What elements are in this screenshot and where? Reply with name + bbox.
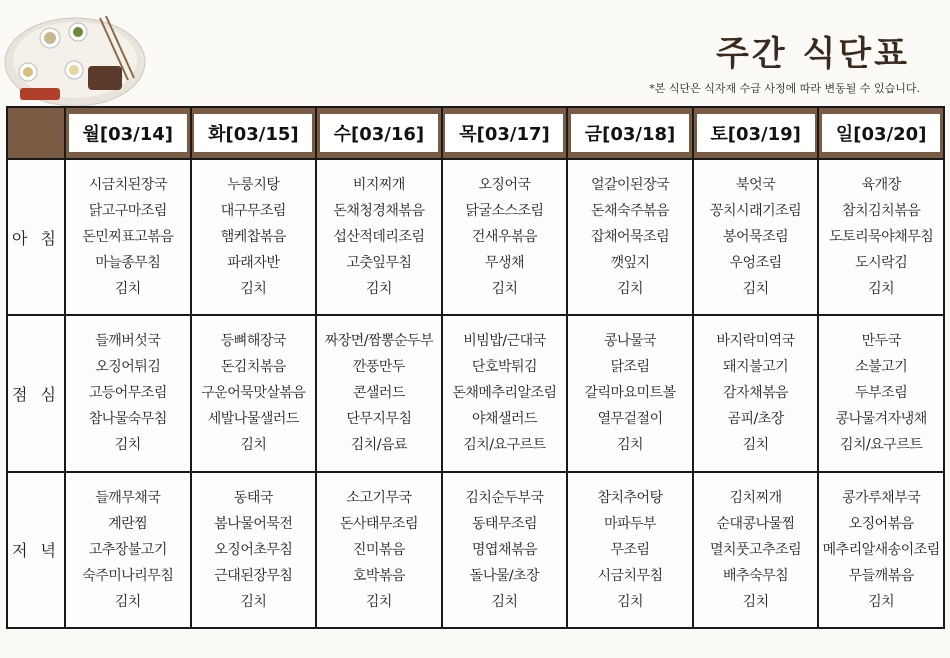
menu-item: 김치	[365, 281, 392, 298]
food-plate-decoration	[0, 0, 160, 110]
menu-item: 깐풍만두	[352, 359, 405, 376]
day-header	[65, 107, 191, 159]
menu-item: 우엉조림	[729, 255, 782, 272]
menu-cell	[442, 472, 568, 628]
menu-item: 콩나물겨자냉채	[835, 411, 927, 428]
menu-item: 동태국	[233, 489, 273, 506]
day-label: 일[03/20]	[822, 114, 940, 152]
menu-item: 콘샐러드	[352, 385, 405, 402]
menu-item: 햄케찹볶음	[220, 229, 286, 246]
menu-item: 시금치무침	[597, 567, 663, 584]
menu-cell	[567, 159, 693, 315]
menu-item: 돈채숙주볶음	[590, 203, 670, 220]
menu-item: 닭고구마조림	[88, 203, 167, 220]
menu-item: 닭조림	[610, 359, 650, 376]
menu-item: 돈민찌표고볶음	[82, 229, 174, 246]
corner-cell	[7, 107, 65, 159]
menu-item: 고추장불고기	[88, 541, 167, 558]
menu-item: 김치	[868, 281, 895, 298]
weekly-menu-table	[6, 106, 945, 629]
menu-item: 곰피/초장	[727, 411, 784, 428]
menu-item: 닭굴소스조림	[465, 203, 544, 220]
menu-item: 김치	[114, 281, 141, 298]
menu-item: 소고기무국	[346, 489, 412, 506]
menu-cell	[316, 159, 442, 315]
menu-item: 김치/요구르트	[463, 437, 546, 454]
day-header	[693, 107, 819, 159]
menu-item: 김치	[240, 281, 267, 298]
menu-item: 무조림	[610, 541, 650, 558]
menu-item: 꽁치시래기조림	[710, 203, 802, 220]
menu-item: 파래자반	[227, 255, 280, 272]
menu-item: 돈사태무조림	[339, 515, 418, 532]
menu-item: 건새우볶음	[471, 229, 538, 246]
menu-cell	[442, 315, 568, 471]
menu-item: 참치김치볶음	[842, 203, 921, 220]
menu-item: 동태무조림	[471, 515, 538, 532]
menu-item: 명엽채볶음	[471, 541, 538, 558]
menu-item: 두부조림	[855, 385, 908, 402]
menu-item: 갈릭마요미트볼	[584, 385, 676, 402]
menu-item: 근대된장무침	[214, 567, 293, 584]
day-header	[818, 107, 944, 159]
menu-item: 육개장	[861, 177, 901, 194]
menu-item: 비빔밥/근대국	[463, 333, 546, 350]
menu-item: 돈채청경채볶음	[333, 203, 425, 220]
menu-item: 김치	[491, 281, 518, 298]
menu-item: 고등어무조림	[88, 385, 167, 402]
menu-item: 짜장면/짬뽕순두부	[324, 333, 434, 350]
menu-item: 구운어묵맛살볶음	[201, 385, 306, 402]
menu-item: 깻잎지	[610, 255, 650, 272]
menu-cell	[191, 159, 317, 315]
menu-item: 김치순두부국	[465, 489, 544, 506]
menu-item: 호박볶음	[352, 567, 405, 584]
menu-item: 김치	[742, 593, 769, 610]
menu-item: 도토리묵야채무침	[829, 229, 934, 246]
menu-cell	[567, 315, 693, 471]
menu-item: 오징어초무침	[214, 541, 293, 558]
meal-label: 저 녁	[7, 472, 65, 628]
menu-item: 김치찌개	[729, 489, 782, 506]
menu-cell	[65, 472, 191, 628]
menu-item: 비지찌개	[352, 177, 405, 194]
menu-item: 오징어국	[478, 177, 531, 194]
day-header	[442, 107, 568, 159]
menu-item: 소불고기	[855, 359, 908, 376]
menu-item: 참치추어탕	[597, 489, 663, 506]
day-label: 토[03/19]	[697, 114, 815, 152]
menu-cell	[818, 315, 944, 471]
menu-item: 김치	[114, 437, 141, 454]
menu-item: 김치	[114, 593, 141, 610]
menu-item: 참나물숙무침	[88, 411, 167, 428]
menu-item: 김치	[617, 281, 644, 298]
menu-cell	[818, 159, 944, 315]
day-label: 화[03/15]	[194, 114, 312, 152]
menu-change-notice: *본 식단은 식자재 수급 사정에 따라 변동될 수 있습니다.	[649, 82, 920, 95]
day-header	[567, 107, 693, 159]
menu-item: 김치	[491, 593, 518, 610]
menu-cell	[65, 159, 191, 315]
menu-item: 감자채볶음	[723, 385, 789, 402]
menu-item: 바지락미역국	[716, 333, 795, 350]
meal-row-breakfast	[7, 159, 944, 315]
menu-cell	[191, 472, 317, 628]
menu-item: 김치	[240, 437, 267, 454]
menu-item: 순대콩나물찜	[716, 515, 795, 532]
menu-item: 들깨무채국	[95, 489, 161, 506]
menu-item: 김치/음료	[350, 437, 408, 454]
meal-row-dinner	[7, 472, 944, 628]
menu-item: 콩나물국	[603, 333, 657, 350]
menu-cell	[693, 315, 819, 471]
menu-item: 멸치풋고추조림	[710, 541, 802, 558]
menu-item: 야채샐러드	[471, 411, 538, 428]
menu-cell	[693, 159, 819, 315]
meal-row-lunch	[7, 315, 944, 471]
menu-item: 김치/요구르트	[840, 437, 923, 454]
menu-item: 마파두부	[603, 515, 657, 532]
menu-item: 얼갈이된장국	[590, 177, 670, 194]
menu-item: 김치	[742, 437, 769, 454]
menu-cell	[191, 315, 317, 471]
menu-item: 콩가루채부국	[842, 489, 921, 506]
menu-item: 무들깨볶음	[848, 567, 914, 584]
menu-item: 단무지무침	[346, 411, 412, 428]
menu-item: 등뼈해장국	[220, 333, 286, 350]
menu-cell	[693, 472, 819, 628]
menu-cell	[442, 159, 568, 315]
menu-item: 김치	[617, 593, 644, 610]
menu-cell	[818, 472, 944, 628]
menu-item: 김치	[742, 281, 769, 298]
menu-item: 섭산적데리조림	[333, 229, 425, 246]
menu-item: 오징어튀김	[95, 359, 161, 376]
menu-item: 돌나물/초장	[469, 567, 540, 584]
menu-item: 세발나물샐러드	[207, 411, 299, 428]
menu-item: 배추숙무침	[723, 567, 789, 584]
menu-item: 만두국	[861, 333, 901, 350]
day-header	[191, 107, 317, 159]
menu-item: 누룽지탕	[227, 177, 280, 194]
menu-item: 열무겉절이	[597, 411, 663, 428]
menu-cell	[567, 472, 693, 628]
menu-item: 오징어볶음	[848, 515, 914, 532]
menu-item: 숙주미나리무침	[82, 567, 174, 584]
menu-item: 대구무조림	[220, 203, 286, 220]
day-header	[316, 107, 442, 159]
menu-item: 계란찜	[108, 515, 148, 532]
meal-label: 아 침	[7, 159, 65, 315]
menu-cell	[316, 472, 442, 628]
menu-item: 돈김치볶음	[220, 359, 286, 376]
menu-item: 김치	[240, 593, 267, 610]
day-label: 금[03/18]	[571, 114, 689, 152]
day-label: 월[03/14]	[69, 114, 187, 152]
menu-item: 김치	[365, 593, 392, 610]
menu-item: 돈채메추리알조림	[452, 385, 557, 402]
menu-item: 잡채어묵조림	[590, 229, 670, 246]
menu-item: 고춧잎무침	[346, 255, 412, 272]
menu-item: 봄나물어묵전	[214, 515, 293, 532]
menu-item: 시금치된장국	[88, 177, 167, 194]
menu-item: 돼지불고기	[723, 359, 789, 376]
menu-item: 도시락김	[855, 255, 908, 272]
menu-item: 무생채	[484, 255, 524, 272]
menu-item: 김치	[868, 593, 895, 610]
menu-item: 마늘종무침	[95, 255, 161, 272]
menu-item: 단호박튀김	[471, 359, 538, 376]
menu-cell	[316, 315, 442, 471]
menu-item: 북엇국	[736, 177, 776, 194]
meal-label: 점 심	[7, 315, 65, 471]
menu-item: 들깨버섯국	[95, 333, 161, 350]
menu-item: 진미볶음	[352, 541, 405, 558]
day-label: 수[03/16]	[320, 114, 438, 152]
menu-item: 봉어묵조림	[723, 229, 789, 246]
menu-cell	[65, 315, 191, 471]
menu-item: 김치	[617, 437, 644, 454]
day-header-row	[7, 107, 944, 159]
day-label: 목[03/17]	[445, 114, 563, 152]
menu-item: 메추리알새송이조림	[822, 541, 940, 558]
page-title: 주간 식단표	[715, 34, 910, 74]
